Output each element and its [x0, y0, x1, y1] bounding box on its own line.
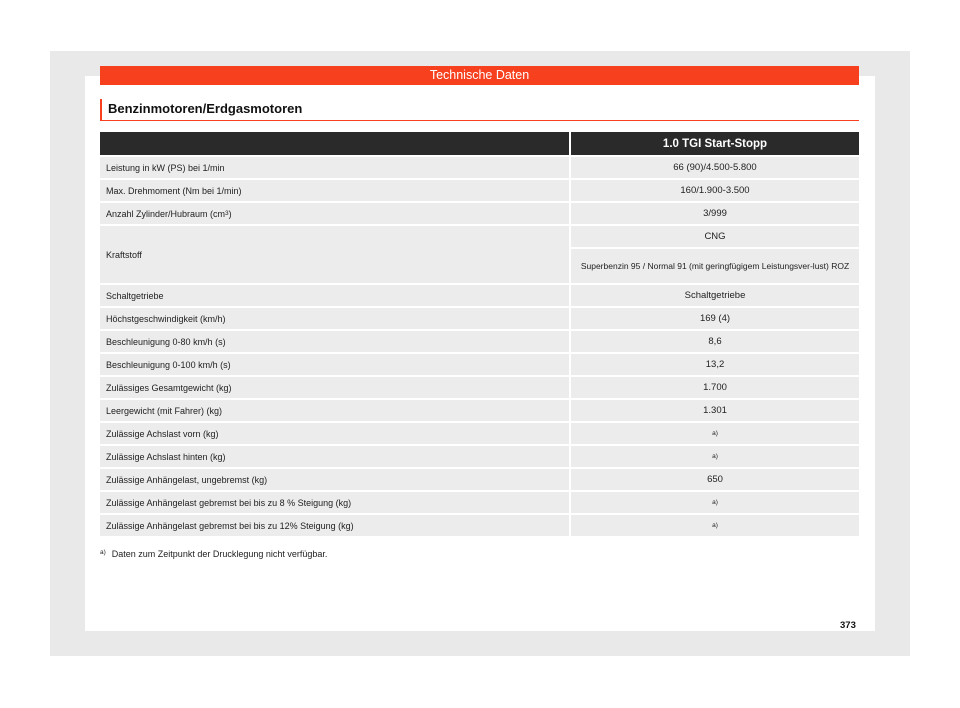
row-label: Zulässiges Gesamtgewicht (kg): [100, 377, 569, 398]
row-label: Zulässige Anhängelast, ungebremst (kg): [100, 469, 569, 490]
footnote-ref: a): [712, 522, 718, 529]
footnote-ref: a): [712, 453, 718, 460]
row-label: Zulässige Achslast hinten (kg): [100, 446, 569, 467]
table-row: [100, 308, 859, 329]
table-row: [100, 203, 859, 224]
row-value: 1.700: [571, 377, 859, 398]
footnote-marker: a): [100, 549, 106, 556]
table-row: [100, 515, 859, 536]
row-value: 160/1.900-3.500: [571, 180, 859, 201]
row-value: [571, 515, 859, 536]
superscript: 3: [225, 210, 229, 217]
row-label: Zulässige Anhängelast gebremst bei bis zu 8 % Steigung (kg): [100, 492, 569, 513]
page-number: 373: [840, 620, 856, 631]
row-value: 169 (4): [571, 308, 859, 329]
row-label: Leergewicht (mit Fahrer) (kg): [100, 400, 569, 421]
footnote-text: Daten zum Zeitpunkt der Drucklegung nicht verfügbar.: [111, 549, 328, 559]
table-row-fuel: [100, 226, 859, 283]
fuel-values: [571, 226, 859, 283]
row-value: 66 (90)/4.500-5.800: [571, 157, 859, 178]
fuel-value-cng: CNG: [571, 226, 859, 247]
row-value: 3/999: [571, 203, 859, 224]
table-header-row: [100, 132, 859, 155]
row-label: Schaltgetriebe: [100, 285, 569, 306]
header-label-cell: [100, 132, 569, 155]
table-row: [100, 354, 859, 375]
row-label-text: Anzahl Zylinder/Hubraum (cm: [106, 208, 226, 219]
table-row: [100, 157, 859, 178]
fuel-value-petrol: Superbenzin 95 / Normal 91 (mit geringfügigem Leistungsver-lust) ROZ: [571, 249, 859, 283]
table-row: [100, 469, 859, 490]
table-row: [100, 331, 859, 352]
row-label: Beschleunigung 0-100 km/h (s): [100, 354, 569, 375]
table-row: [100, 400, 859, 421]
table-row: [100, 377, 859, 398]
row-label: Zulässige Anhängelast gebremst bei bis zu 12% Steigung (kg): [100, 515, 569, 536]
row-value: 8,6: [571, 331, 859, 352]
table-row: [100, 423, 859, 444]
row-label: Max. Drehmoment (Nm bei 1/min): [100, 180, 569, 201]
section-title: Benzinmotoren/Erdgasmotoren: [100, 99, 859, 121]
row-value: [571, 492, 859, 513]
row-value: 650: [571, 469, 859, 490]
table-row: [100, 446, 859, 467]
table-row: [100, 180, 859, 201]
row-label-text-end: ): [228, 208, 232, 219]
row-label: Höchstgeschwindigkeit (km/h): [100, 308, 569, 329]
row-value: 1.301: [571, 400, 859, 421]
row-label: Zulässige Achslast vorn (kg): [100, 423, 569, 444]
table-row: [100, 492, 859, 513]
row-value: Schaltgetriebe: [571, 285, 859, 306]
spec-table: [100, 132, 859, 538]
table-row: [100, 285, 859, 306]
footnote-ref: a): [712, 499, 718, 506]
row-value: [571, 423, 859, 444]
row-label: Leistung in kW (PS) bei 1/min: [100, 157, 569, 178]
row-label: Beschleunigung 0-80 km/h (s): [100, 331, 569, 352]
row-value: [571, 446, 859, 467]
row-label: [100, 203, 569, 224]
chapter-banner: Technische Daten: [100, 66, 859, 85]
footnote-ref: a): [712, 430, 718, 437]
row-label: Kraftstoff: [100, 226, 569, 283]
footnote: [100, 549, 327, 559]
header-engine-cell: 1.0 TGI Start-Stopp: [571, 132, 859, 155]
row-value: 13,2: [571, 354, 859, 375]
